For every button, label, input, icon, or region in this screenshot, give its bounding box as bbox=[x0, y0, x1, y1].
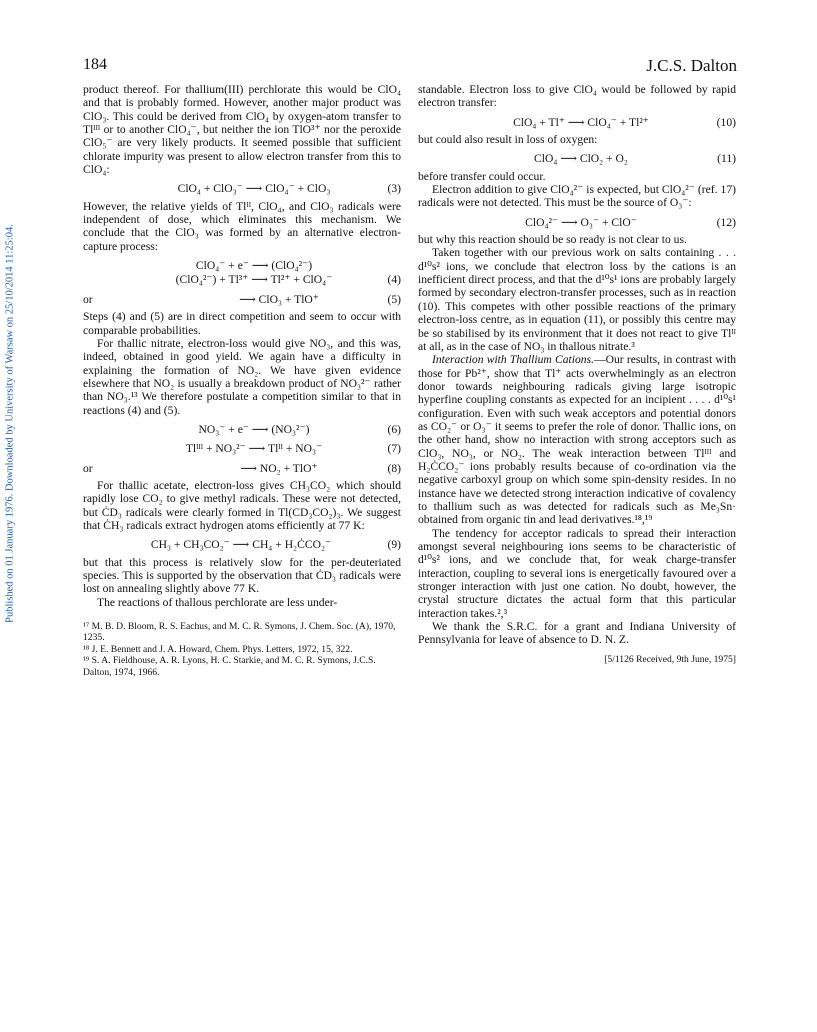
acknowledgement: We thank the S.R.C. for a grant and Indiana University of Pennsylvania for leave of absence to D. N. Z. bbox=[418, 620, 736, 647]
equation-4a: ClO₄⁻ + e⁻ ⟶ (ClO₄²⁻) bbox=[195, 259, 313, 273]
paragraph: but why this reaction should be so ready is not clear to us. bbox=[418, 233, 687, 247]
equation-3: ClO₄ + ClO₃⁻ ⟶ ClO₄⁻ + ClO₃ (3) bbox=[177, 182, 401, 196]
paragraph: However, the relative yields of Tlᴵᴵ, ClO₄, and ClO₃ radicals were independent of dose, which eliminates this mechanism. We conclude that the ClO₃ was formed by an alternative electron-capture process: bbox=[83, 199, 401, 253]
paragraph: The tendency for acceptor radicals to spread their interaction amongst several neighbouring ions seems to be characteristic of d¹⁰s² ions, and we conclude that, for weak charge-transfer interaction, coupling to several ions is energetically favoured over a stronger interaction with just one cation. No doubt, however, the crystal structure dictates the actual form that this particular interaction takes.²,³ bbox=[418, 526, 736, 620]
paragraph: Interaction with Thallium Cations.—Our results, in contrast with those for Pb²⁺, show that Tl⁺ acts overwhelmingly as an electron donor towards neighbouring radicals giving large isotropic hyperfine coupling constants as expected for an incipient . . . . d¹⁰s¹ configuration. Even with such weak acceptors and potential donors as CO₂⁻ or O₃⁻ it seems to prefer the role of donor. Thallic ions, on the other hand, show no interaction with strong acceptors such as ClO₃, NO₃, or NO₂. The weak interaction between Tlᴵᴵᴵ and H₂ĊCO₂⁻ ions probably results because of co-ordination via the negative carboxyl group on which some spin-density resides. In no instance have we detected strong interaction indicative of covalency to thallium such as was detected for radicals such as Me₃Sn· obtained from organic tin and lead derivatives.¹⁸,¹⁹ bbox=[418, 353, 736, 527]
received-date: [5/1126 Received, 9th June, 1975] bbox=[604, 653, 736, 665]
paragraph: Taken together with our previous work on salts containing . . . d¹⁰s² ions, we conclude that electron loss by the cations is an inefficient direct process, and that the d¹⁰s¹ ions are probably largely formed by secondary electron-transfer processes, such as in reaction (10). This competes with other possible reactions of the primary electron-loss centre, as in equation (11), or possibly this centre may be so stabilised by its environment that it does not react to give Tlᴵᴵ at all, as in the case of NO₃ in thallous nitrate.³ bbox=[418, 246, 736, 353]
download-watermark bbox=[3, 210, 17, 640]
paragraph: but that this process is relatively slow for the per-deuteriated species. This is supported by the observation that ĊD₃ radicals were lost on annealing slightly above 77 K. bbox=[83, 555, 401, 596]
paragraph: For thallic nitrate, electron-loss would give NO₃, and this was, indeed, obtained in good yield. We again have a difficulty in explaining the formation of NO₂. We have given evidence elsewhere that NO₂ is usually a breakdown product of NO₃²⁻ rather than NO₃.¹³ We therefore postulate a competition similar to that in reactions (4) and (5). bbox=[83, 336, 401, 417]
paragraph: product thereof. For thallium(III) perchlorate this would be ClO₄ and that is probably formed. However, another major product was ClO₃. This could be derived from ClO₄ by oxygen-atom transfer to Tlᴵᴵᴵ or to another ClO₄⁻, but neither the ion TlO³⁺ nor the peroxide ClO₅⁻ are very likely products. It seemed possible that sufficient chlorate impurity was present to allow electron transfer from this to ClO₄: bbox=[83, 83, 401, 177]
paragraph: For thallic acetate, electron-loss gives CH₃CO₂ which should rapidly lose CO₂ to give methyl radicals. These were not detected, but ĊD₃ radicals were clearly formed in Tl(CD₃CO₂)₃. We suggest that ĊH₃ radicals extract hydrogen atoms efficiently at 77 K: bbox=[83, 478, 401, 532]
equation-10: ClO₄ + Tl⁺ ⟶ ClO₄⁻ + Tl²⁺ (10) bbox=[513, 115, 736, 129]
footnote: ¹⁹ S. A. Fieldhouse, A. R. Lyons, H. C. Starkie, and M. C. R. Symons, J.C.S. Dalton, 1974, 1966. bbox=[83, 655, 376, 678]
equation-5: or ⟶ ClO₃ + TlO⁺ (5) bbox=[83, 292, 401, 306]
paragraph: Steps (4) and (5) are in direct competition and seem to occur with comparable probabilities. bbox=[83, 310, 401, 337]
equation-8: or ⟶ NO₂ + TlO⁺ (8) bbox=[83, 461, 401, 475]
footnote: ¹⁸ J. E. Bennett and J. A. Howard, Chem. Phys. Letters, 1972, 15, 322. bbox=[83, 643, 353, 655]
section-heading: Interaction with Thallium Cations. bbox=[432, 353, 594, 367]
page-number: 184 bbox=[83, 56, 107, 73]
equation-7: Tlᴵᴵᴵ + NO₃²⁻ ⟶ Tlᴵᴵ + NO₃⁻ (7) bbox=[185, 442, 401, 456]
left-column bbox=[83, 83, 401, 678]
equation-9: CH₃ + CH₃CO₂⁻ ⟶ CH₄ + H₂ĊCO₂⁻ (9) bbox=[150, 538, 401, 552]
published-note[interactable]: Published on 01 January 1976. Downloaded by University of Warsaw on 25/10/2014 11:25:04. bbox=[4, 224, 16, 623]
paragraph: but could also result in loss of oxygen: bbox=[418, 133, 598, 147]
equation-4: (ClO₄²⁻) + Tl³⁺ ⟶ Tl²⁺ + ClO₄⁻ (4) bbox=[175, 273, 401, 287]
right-column bbox=[418, 83, 736, 666]
paragraph: Electron addition to give ClO₄²⁻ is expected, but ClO₄²⁻ (ref. 17) radicals were not detected. This must be the source of O₃⁻: bbox=[418, 183, 736, 210]
page-header bbox=[83, 56, 737, 78]
journal-title: J.C.S. Dalton bbox=[646, 56, 737, 75]
footnotes bbox=[83, 621, 401, 678]
equation-11: ClO₄ ⟶ ClO₂ + O₂ (11) bbox=[534, 152, 736, 166]
footnote: ¹⁷ M. B. D. Bloom, R. S. Eachus, and M. C. R. Symons, J. Chem. Soc. (A), 1970, 1235. bbox=[83, 621, 396, 644]
equation-12: ClO₄²⁻ ⟶ O₃⁻ + ClO⁻ (12) bbox=[525, 215, 736, 229]
paragraph: before transfer could occur. bbox=[418, 169, 546, 183]
paragraph: The reactions of thallous perchlorate are less under- bbox=[97, 595, 338, 609]
equation-6: NO₃⁻ + e⁻ ⟶ (NO₃²⁻) (6) bbox=[198, 422, 401, 436]
paragraph: standable. Electron loss to give ClO₄ would be followed by rapid electron transfer: bbox=[418, 83, 736, 110]
